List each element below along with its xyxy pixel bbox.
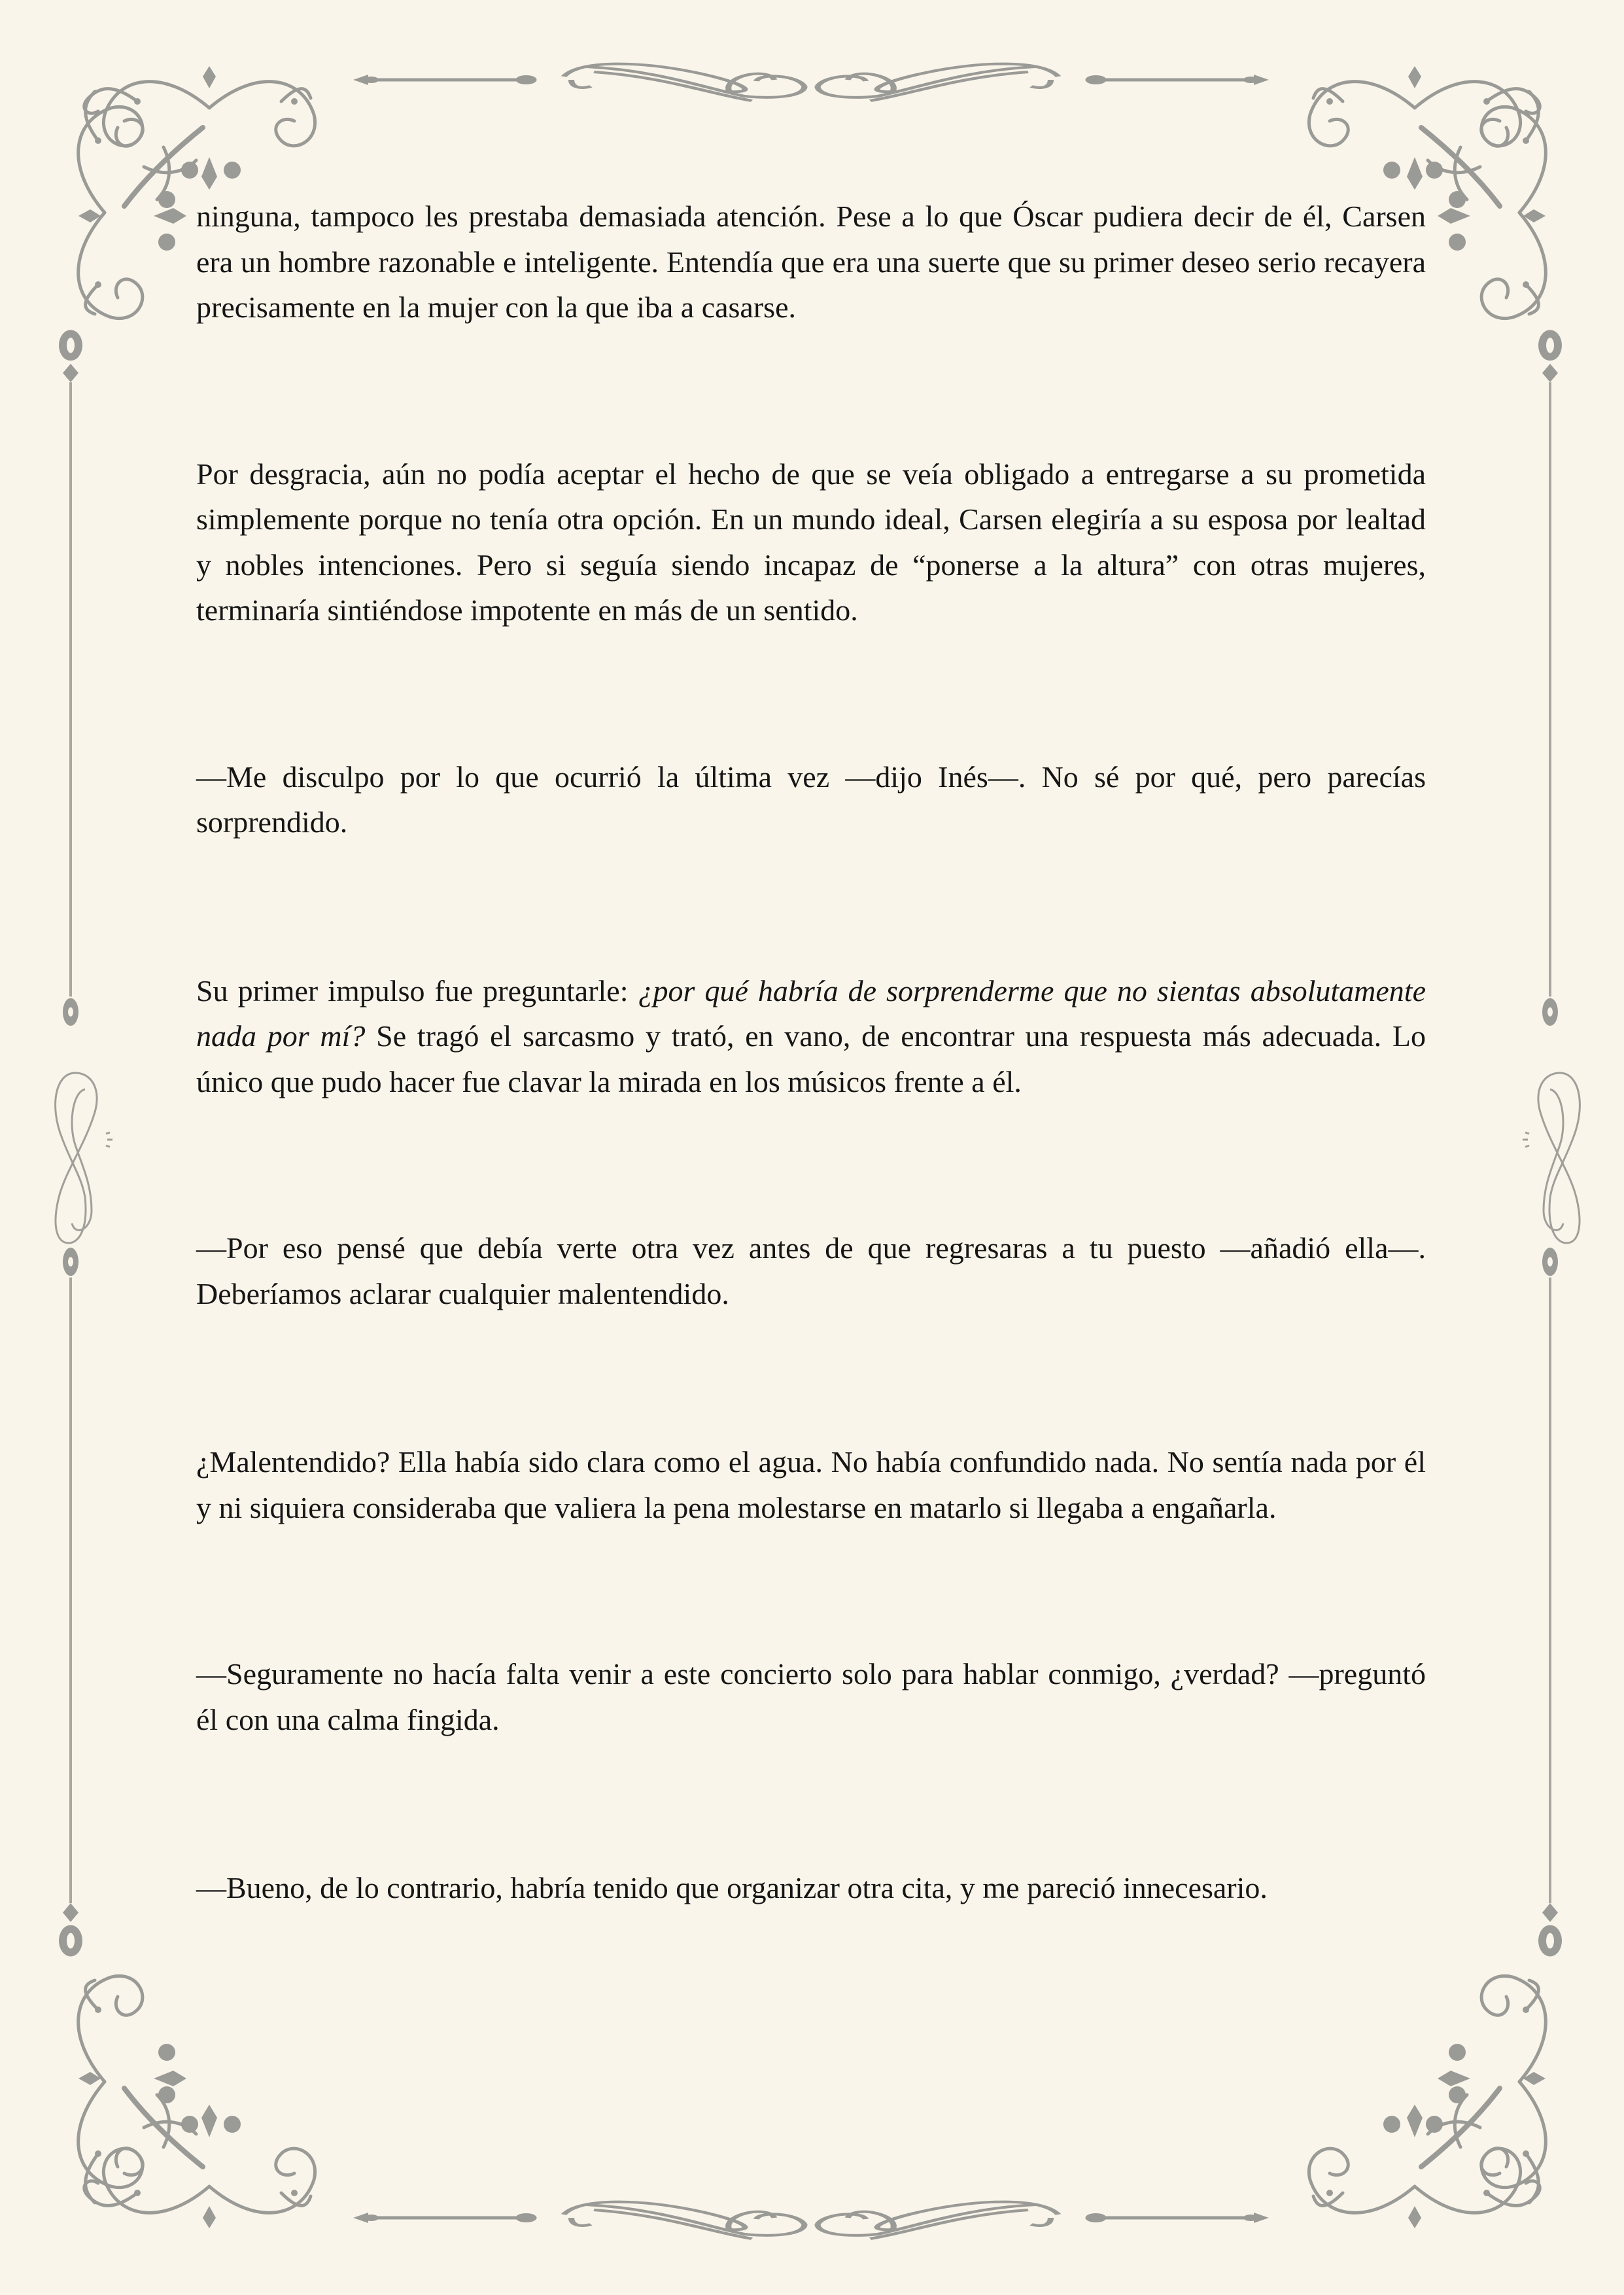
paragraph-1: ninguna, tampoco les prestaba demasiada atención. Pese a lo que Óscar pudiera decir de él, Carsen era un hombre razonable e inteligente. Entendía que era una suerte que su primer deseo serio recayera precisamente en la mujer con la que iba a casarse. <box>196 200 1426 324</box>
paragraph-spacer <box>196 845 1426 968</box>
paragraph-4-text-after: Se tragó el sarcasmo y trató, en vano, de encontrar una respuesta más adecuada. Lo único que pudo hacer fue clavar la mirada en los músicos frente a él. <box>196 1019 1426 1098</box>
paragraph-2: Por desgracia, aún no podía aceptar el hecho de que se veía obligado a entregarse a su prometida simplemente porque no tenía otra opción. En un mundo ideal, Carsen elegiría a su esposa por lealtad y nobles intenciones. Pero si seguía siendo incapaz de “ponerse a la altura” con otras mujeres, terminaría sintiéndose impotente en más de un sentido. <box>196 457 1426 627</box>
left-rod-lower <box>58 1243 84 1963</box>
paragraph-6: ¿Malentendido? Ella había sido clara como el agua. No había confundido nada. No sentía nada por él y ni siquiera consideraba que valiera la pena molestarse en matarlo si llegaba a engañarla. <box>196 1445 1426 1524</box>
corner-ornament-bottom-right <box>1304 1971 1565 2232</box>
paragraph-spacer <box>196 1104 1426 1225</box>
top-scroll-divider <box>353 41 1269 119</box>
left-rod-upper <box>58 324 84 1030</box>
paragraph-4-italic-thought: ¿por qué habría de sorprenderme que no sientas absolutamente nada por mí? <box>196 973 1426 1053</box>
paragraph-5-dialogue: —Por eso pensé que debía verte otra vez antes de que regresaras a tu puesto —añadió ella—. Deberíamos aclarar cualquier malentendido. <box>196 1231 1426 1310</box>
left-knot-ornament <box>46 1066 118 1250</box>
paragraph-7-dialogue: —Seguramente no hacía falta venir a este concierto solo para hablar conmigo, ¿verdad? —preguntó él con una calma fingida. <box>196 1657 1426 1736</box>
right-rod-upper <box>1537 324 1563 1030</box>
paragraph-spacer <box>196 1742 1426 1865</box>
bottom-scroll-divider <box>353 2179 1269 2257</box>
paragraph-spacer <box>196 1530 1426 1651</box>
paragraph-8-dialogue: —Bueno, de lo contrario, habría tenido que organizar otra cita, y me pareció innecesario. <box>196 1871 1268 1904</box>
corner-ornament-bottom-left <box>59 1971 320 2232</box>
paragraph-spacer <box>196 1316 1426 1439</box>
paragraph-spacer <box>196 330 1426 451</box>
paragraph-4-text-before: Su primer impulso fue preguntarle: <box>196 973 638 1007</box>
paragraph-4 <box>196 968 1426 1105</box>
page-body-text <box>196 194 1426 1911</box>
right-knot-ornament <box>1517 1066 1589 1250</box>
paragraph-3-dialogue: —Me disculpo por lo que ocurrió la última vez —dijo Inés—. No sé por qué, pero parecías sorprendido. <box>196 760 1426 839</box>
right-rod-lower <box>1537 1243 1563 1963</box>
paragraph-spacer <box>196 633 1426 754</box>
